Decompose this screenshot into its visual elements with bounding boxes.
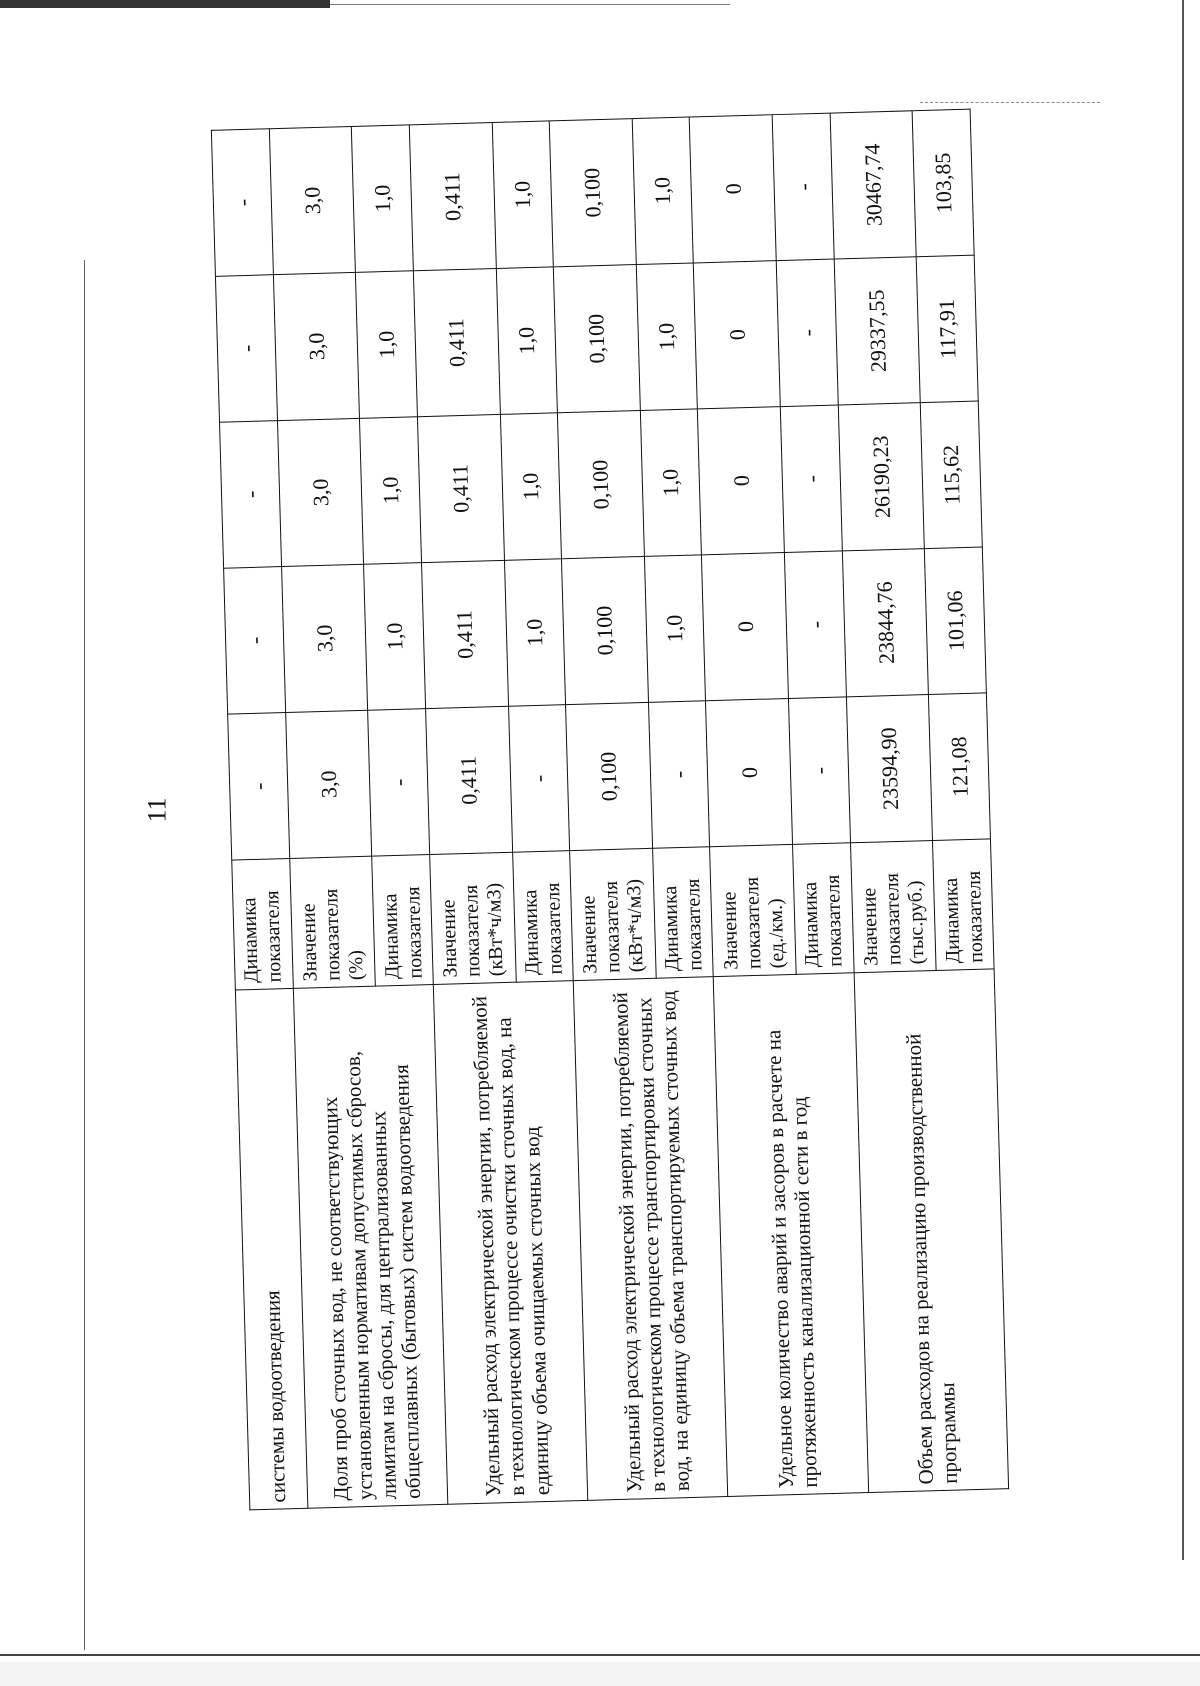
value-cell: 0 — [698, 407, 785, 555]
value-cell: 0 — [694, 261, 781, 409]
value-cell: 3,0 — [281, 564, 368, 712]
indicator-name-cell: Удельный расход электрической энергии, потребляемой в технологическом процессе транспортировки сточных вод, на единицу объема транспортируемых сточных вод — [573, 977, 728, 1501]
value-cell: 1,0 — [504, 559, 566, 707]
value-cell: 0,100 — [558, 411, 645, 559]
indicator-kind-cell: Динамика показателя — [933, 839, 994, 971]
page-number: 11 — [142, 797, 172, 823]
value-cell: 103,85 — [912, 109, 974, 257]
value-cell: 23844,76 — [842, 549, 929, 697]
value-cell: 3,0 — [277, 418, 364, 566]
indicator-kind-cell: Значение показателя (кВт*ч/м3) — [430, 852, 516, 984]
scan-edge-top — [0, 0, 330, 8]
value-cell: 117,91 — [916, 255, 978, 403]
value-cell: 0 — [702, 553, 789, 701]
value-cell: 1,0 — [356, 271, 418, 419]
value-cell: 0,411 — [417, 414, 504, 562]
indicator-kind-cell: Значение показателя (ед./км.) — [710, 844, 796, 976]
value-cell: 0 — [706, 698, 793, 846]
value-cell: 1,0 — [636, 263, 698, 411]
value-cell: 1,0 — [496, 267, 558, 415]
value-cell: 3,0 — [285, 710, 372, 858]
value-cell: 115,62 — [921, 401, 983, 549]
value-cell: 0,411 — [421, 560, 508, 708]
rotated-sheet — [211, 110, 1009, 1511]
value-cell: 0,411 — [413, 268, 500, 416]
value-cell: 1,0 — [364, 563, 426, 711]
scan-edge-left — [84, 260, 85, 1650]
value-cell: 1,0 — [492, 121, 554, 269]
scan-dashed-mark — [920, 102, 1100, 103]
indicator-kind-cell: Динамика показателя — [512, 851, 573, 983]
value-cell: 1,0 — [644, 555, 706, 703]
indicator-kind-cell: Динамика показателя — [372, 855, 433, 987]
table-body — [211, 109, 1008, 1510]
value-cell: - — [215, 275, 277, 423]
value-cell: 3,0 — [273, 272, 360, 420]
value-cell: 0 — [690, 115, 777, 263]
value-cell: - — [784, 551, 846, 699]
value-cell: 1,0 — [352, 125, 414, 273]
value-cell: - — [228, 713, 290, 861]
indicator-kind-cell: Значение показателя (тыс.руб.) — [850, 840, 936, 972]
indicator-kind-cell: Динамика показателя — [793, 843, 854, 975]
value-cell: - — [772, 113, 834, 261]
indicator-name-cell: Объем расходов на реализацию производственной программы — [854, 969, 1009, 1493]
value-cell: 1,0 — [500, 413, 562, 561]
indicator-name-cell: Удельное количество аварий и засоров в расчете на протяженность канализационной сети в год — [714, 973, 869, 1497]
indicator-name-cell: Удельный расход электрической энергии, потребляемой в технологическом процессе очистки сточных вод, на единицу объема очищаемых сточных вод — [433, 981, 588, 1505]
indicator-kind-cell: Значение показателя (кВт*ч/м3) — [570, 848, 656, 980]
scan-edge-top-line — [330, 4, 730, 5]
value-cell: - — [648, 701, 710, 849]
scan-edge-right — [1182, 0, 1184, 1560]
value-cell: 1,0 — [360, 417, 422, 565]
value-cell: 121,08 — [929, 693, 991, 841]
value-cell: 101,06 — [925, 547, 987, 695]
value-cell: - — [789, 697, 851, 845]
value-cell: 1,0 — [640, 409, 702, 557]
value-cell: 1,0 — [632, 117, 694, 265]
value-cell: 0,411 — [409, 123, 496, 271]
value-cell: - — [368, 709, 430, 857]
scan-edge-bottom — [0, 1654, 1200, 1656]
value-cell: 0,100 — [562, 556, 649, 704]
value-cell: 0,100 — [553, 265, 640, 413]
value-cell: - — [780, 405, 842, 553]
indicator-name-cell: Доля проб сточных вод, не соответствующих установленным нормативам допустимых сбросов, лимитам на сбросы, для централизованных общесплавных (бытовых) систем водоотведения — [293, 985, 448, 1509]
value-cell: - — [211, 129, 273, 277]
value-cell: 30467,74 — [830, 111, 917, 259]
value-cell: - — [220, 421, 282, 569]
scan-margin-bottom — [0, 1662, 1200, 1686]
indicator-kind-cell: Динамика показателя — [652, 847, 713, 979]
value-cell: 23594,90 — [846, 695, 933, 843]
value-cell: 0,100 — [566, 702, 653, 850]
value-cell: 29337,55 — [834, 257, 921, 405]
value-cell: 26190,23 — [838, 403, 925, 551]
value-cell: 0,100 — [549, 119, 636, 267]
indicator-kind-cell: Динамика показателя — [232, 858, 293, 990]
value-cell: - — [224, 567, 286, 715]
value-cell: 3,0 — [269, 126, 356, 274]
indicator-kind-cell: Значение показателя (%) — [289, 856, 375, 988]
value-cell: 0,411 — [425, 706, 512, 854]
value-cell: - — [508, 705, 570, 853]
value-cell: - — [776, 259, 838, 407]
indicators-table — [211, 109, 1009, 1511]
indicator-name-cell: системы водоотведения — [235, 988, 307, 1509]
